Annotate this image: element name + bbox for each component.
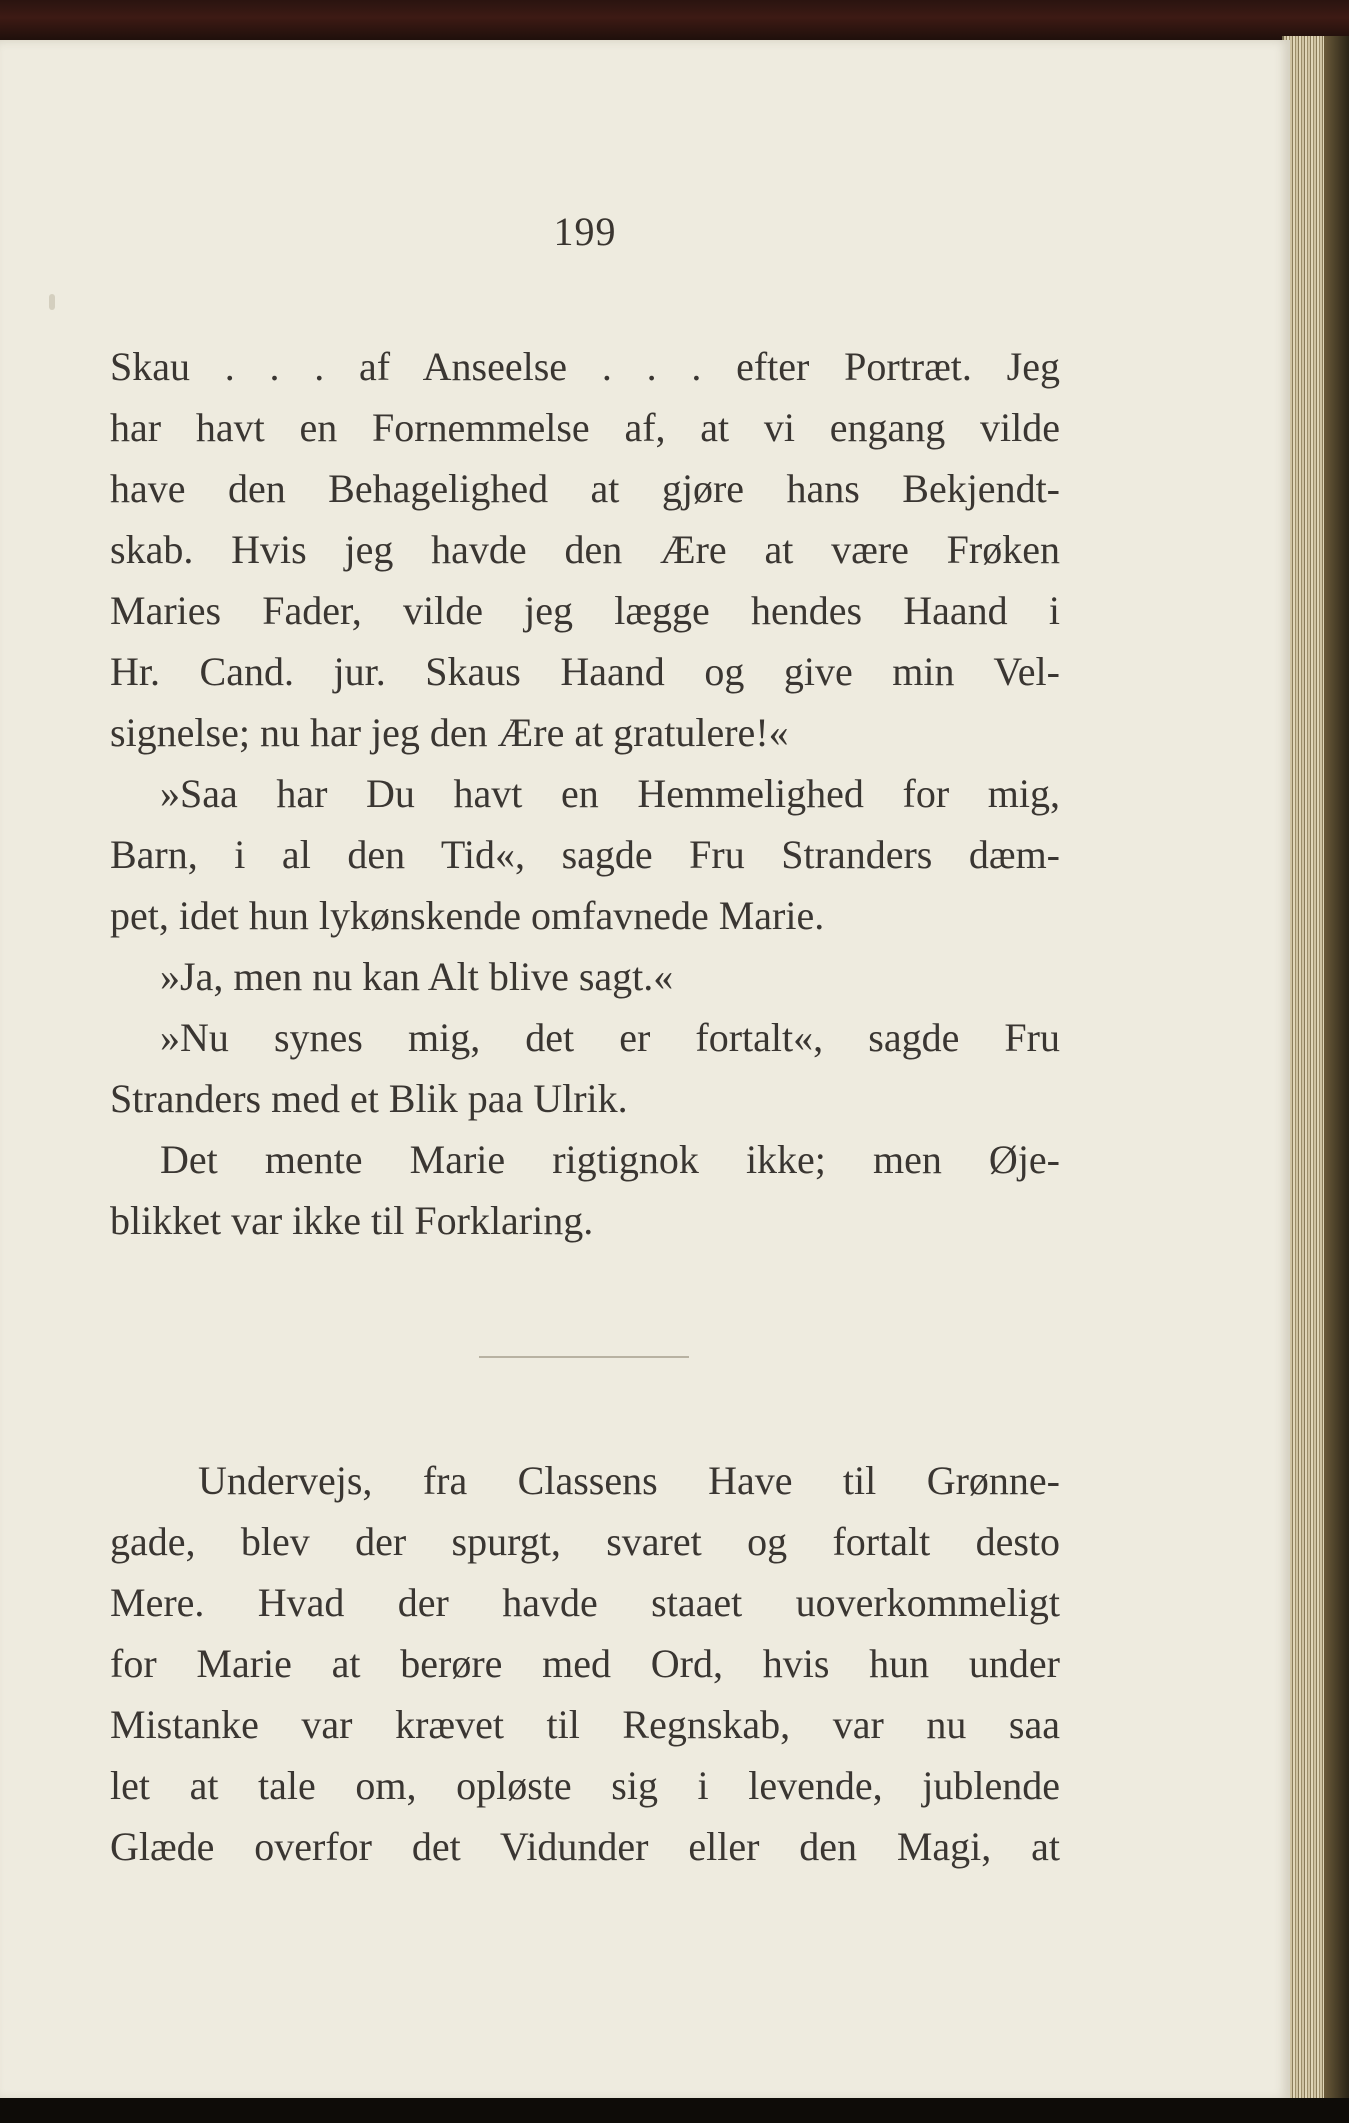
text-line: »Nu synes mig, det er fortalt«, sagde Fru [160, 1015, 1060, 1060]
text-block-1 [110, 336, 1060, 1251]
book-edge-shadow [1324, 36, 1349, 2104]
scan-top-border [0, 0, 1349, 44]
text-line: Mere. Hvad der havde staaet uoverkommeligt [110, 1580, 1060, 1625]
text-line: have den Behagelighed at gjøre hans Bekjendt- [110, 466, 1060, 511]
text-line: blikket var ikke til Forklaring. [110, 1198, 594, 1243]
text-line: »Saa har Du havt en Hemmelighed for mig, [160, 771, 1060, 816]
text-line: let at tale om, opløste sig i levende, jublende [110, 1763, 1060, 1808]
text-line: gade, blev der spurgt, svaret og fortalt desto [110, 1519, 1060, 1564]
text-line: Det mente Marie rigtignok ikke; men Øje- [160, 1137, 1060, 1182]
page-number: 199 [553, 209, 617, 254]
section-divider [479, 1356, 689, 1358]
text-line: Undervejs, fra Classens Have til Grønne- [198, 1458, 1060, 1503]
text-line: skab. Hvis jeg havde den Ære at være Frøken [110, 527, 1060, 572]
paper-speck [49, 294, 55, 310]
text-line: »Ja, men nu kan Alt blive sagt.« [160, 954, 674, 999]
book-page [0, 40, 1290, 2100]
text-line: Skau . . . af Anseelse . . . efter Portræt. Jeg [110, 344, 1060, 389]
text-line: Barn, i al den Tid«, sagde Fru Stranders dæm- [110, 832, 1060, 877]
text-line: Glæde overfor det Vidunder eller den Magi, at [110, 1824, 1060, 1869]
text-line: Maries Fader, vilde jeg lægge hendes Haand i [110, 588, 1060, 633]
text-block-2 [110, 1450, 1060, 1877]
text-line: har havt en Fornemmelse af, at vi engang vilde [110, 405, 1060, 450]
text-line: Hr. Cand. jur. Skaus Haand og give min Vel- [110, 649, 1060, 694]
text-line: Mistanke var krævet til Regnskab, var nu saa [110, 1702, 1060, 1747]
text-line: for Marie at berøre med Ord, hvis hun under [110, 1641, 1060, 1686]
scan-bottom-border [0, 2098, 1349, 2123]
text-line: pet, idet hun lykønskende omfavnede Marie. [110, 893, 825, 938]
text-line: signelse; nu har jeg den Ære at gratulere!« [110, 710, 789, 755]
text-line: Stranders med et Blik paa Ulrik. [110, 1076, 628, 1121]
